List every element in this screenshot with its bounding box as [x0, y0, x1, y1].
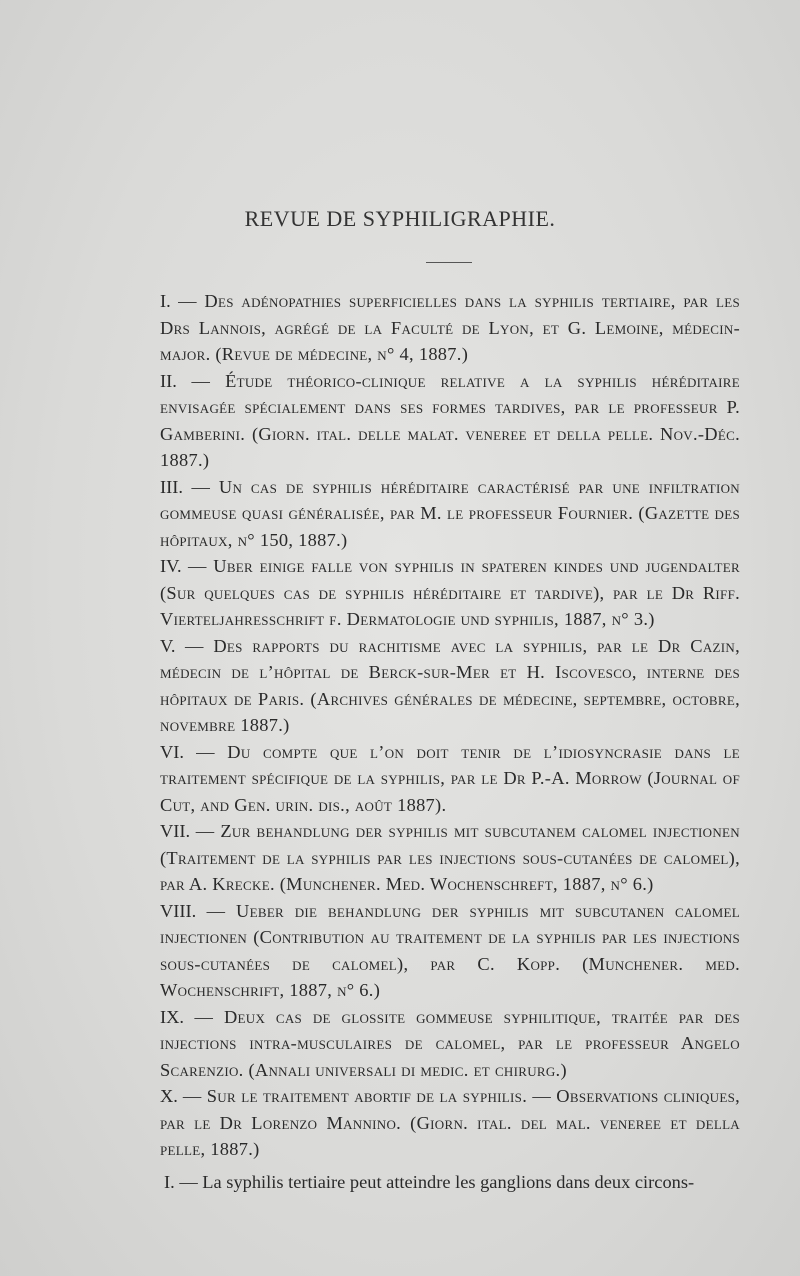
- entry-text: — Étude théorico-clinique relative a la syphilis héréditaire envisagée spécialement dans ses formes tardives, par le professeur P. Gamberini. (Giorn. ital. delle malat. veneree et della pelle. Nov.-Déc. 1887.): [160, 370, 740, 470]
- entry-number: X.: [160, 1086, 178, 1106]
- bibliography-entry-6: [160, 739, 740, 819]
- entry-number: VIII.: [160, 900, 197, 921]
- page-title: REVUE DE SYPHILIGRAPHIE.: [244, 206, 556, 231]
- title-rule: [426, 262, 472, 263]
- entry-text: — Des adénopathies superficielles dans la syphilis tertiaire, par les Drs Lannois, agrégé de la Faculté de Lyon, et G. Lemoine, médecin-major. (Revue de médecine, n° 4, 1887.): [160, 291, 740, 364]
- bibliography-list: [160, 288, 740, 1195]
- entry-text: — Sur le traitement abortif de la syphilis. — Observations cliniques, par le Dr Lorenzo Mannino. (Giorn. ital. del mal. veneree et della pelle, 1887.): [160, 1086, 740, 1159]
- entry-number: III.: [160, 476, 183, 497]
- bibliography-entry-4: [160, 553, 740, 633]
- entry-text: — Du compte que l’on doit tenir de l’idiosyncrasie dans le traitement spécifique de la syphilis, par le Dr P.-A. Morrow (Journal of Cut, and Gen. urin. dis., août 1887).: [160, 741, 740, 815]
- bibliography-entry-10: [160, 1083, 740, 1163]
- entry-number: VII.: [160, 821, 191, 841]
- entry-number: IX.: [160, 1006, 185, 1027]
- body-paragraph-start: I. — La syphilis tertiaire peut atteindre les ganglions dans deux circons-: [164, 1171, 695, 1192]
- entry-number: V.: [160, 635, 176, 656]
- entry-number: IV.: [160, 556, 182, 576]
- entry-text: — Deux cas de glossite gommeuse syphilitique, traitée par des injections intra-musculaires de calomel, par le professeur Angelo Scarenzio. (Annali universali di medic. et chirurg.): [160, 1006, 740, 1080]
- entry-number: II.: [160, 370, 177, 391]
- bibliography-entry-1: [160, 288, 740, 368]
- entry-number: I.: [160, 291, 171, 311]
- bibliography-entry-3: [160, 474, 740, 554]
- entry-text: — Ueber die behandlung der syphilis mit subcutanen calomel injectionen (Contribution au traitement de la syphilis par les injections sous-cutanées de calomel), par C. Kopp. (Munchener. med. Wochenschrift, 1887, n° 6.): [160, 900, 740, 1000]
- bibliography-entry-5: [160, 633, 740, 739]
- bibliography-entry-8: [160, 898, 740, 1004]
- bibliography-entry-7: [160, 818, 740, 898]
- entry-text: — Uber einige falle von syphilis in spateren kindes und jugendalter (Sur quelques cas de syphilis héréditaire et tardive), par le Dr Riff. Vierteljahresschrift f. Dermatologie und syphilis, 1887, n° 3.): [160, 556, 740, 629]
- bibliography-entry-2: [160, 368, 740, 474]
- bibliography-entry-9: [160, 1004, 740, 1084]
- entry-text: — Zur behandlung der syphilis mit subcutanem calomel injectionen (Traitement de la syphilis par les injections sous-cutanées de calomel), par A. Krecke. (Munchener. Med. Wochenschreft, 1887, n° 6.): [160, 821, 740, 894]
- entry-text: — Des rapports du rachitisme avec la syphilis, par le Dr Cazin, médecin de l’hôpital de Berck-sur-Mer et H. Iscovesco, interne des hôpitaux de Paris. (Archives générales de médecine, septembre, octobre, novembre 1887.): [160, 635, 740, 735]
- entry-text: — Un cas de syphilis héréditaire caractérisé par une infiltration gommeuse quasi généralisée, par M. le professeur Fournier. (Gazette des hôpitaux, n° 150, 1887.): [160, 476, 740, 550]
- entry-number: VI.: [160, 741, 185, 762]
